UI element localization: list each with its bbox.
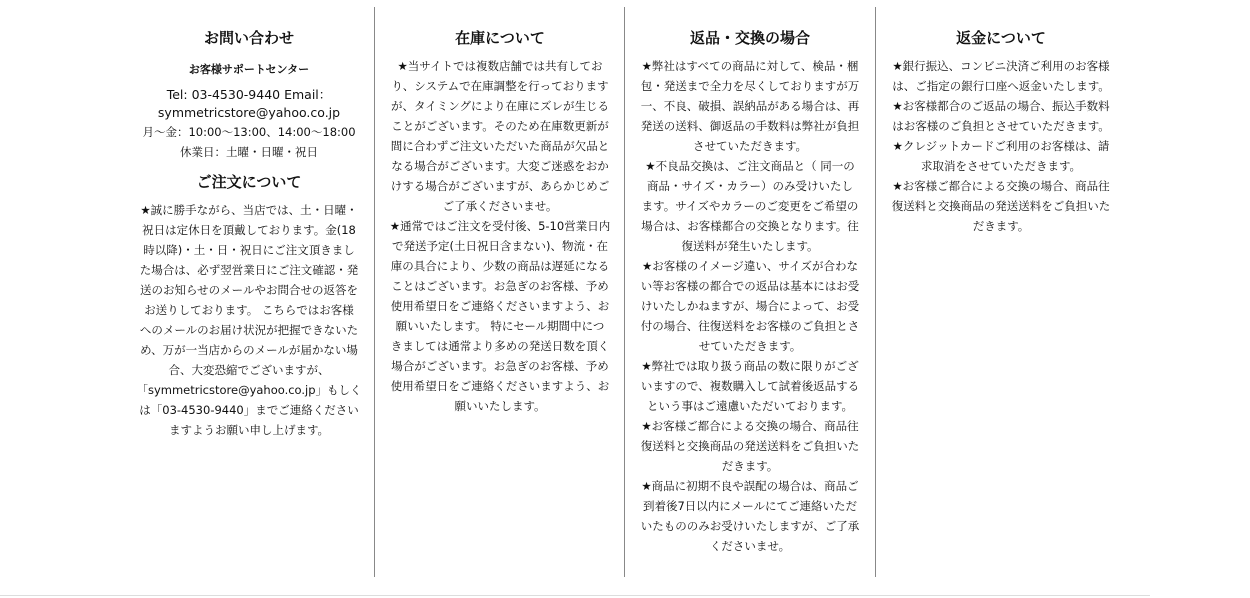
business-hours: 月〜金：10:00〜13:00、14:00〜18:00 休業日：土曜・日曜・祝日 [142,125,356,159]
returns-column [626,0,874,578]
refund-column [877,0,1125,578]
column-divider [624,7,625,577]
refund-title: 返金について [956,29,1046,47]
returns-text: ★弊社はすべての商品に対して、検品・梱 包・発送まで全力を尽くしておりますが万 一、不良、破損、誤納品がある場合は、再 発送の送料、御返品の手数料は弊社が負担 させていただきます。 ★不良品交換は、ご注文商品と（ 同一の 商品・サイズ・カラー）のみ受けいたし ます。サイズやカラーのご変更をご希望の 場合は、お客様都合の交換となります。往 復送料が発生いたします。 ★お客様のイメージ違い、サイズが合わな い等お客様の都合での返品は基本にはお受 けいたしかねますが、場合によって、お受 付の場合、往復送料をお客様のご負担とさ せていただきます。 ★弊社では取り扱う商品の数に限りがござ いますので、複数購入して試着後返品する という事はご遠慮いただいております。 ★お客様ご都合による交換の場合、商品往 復送料と交換商品の発送送料をご負担いた だきます。 ★商品に初期不良や誤配の場合は、商品ご 到着後7日以内にメールにてご連絡いただ いたもののみお受けいたしますが、ご了承 くださいませ。 [640,59,860,553]
contact-column [125,0,373,578]
column-divider [875,7,876,577]
support-center-label: お客様サポートセンター [188,63,310,76]
order-text: ★誠に勝手ながら、当店では、土・日曜・ 祝日は定休日を頂戴しております。金(18 時以降)・土・日・祝日にご注文頂きまし た場合は、必ず翌営業日にご注文確認・発 送のお知らせのメールやお問合せの返答を お送りしております。 こちらではお客様 へのメールのお届け状況が把握できないた め、万が一当店からのメールが届かない場 合、大変恐縮でございますが、 「symmetricstore@yahoo.co.jp」もしく は「03-4530-9440」までご連絡ください ますようお願い申し上げます。 [136,203,362,437]
stock-column [376,0,624,578]
refund-text: ★銀行振込、コンビニ決済ご利用のお客様 は、ご指定の銀行口座へ返金いたします。 ★お客様都合のご返品の場合、振込手数料 はお客様のご負担とさせていただきます。 ★クレジットカードご利用のお客様は、請 求取消をさせていただきます。 ★お客様ご都合による交換の場合、商品往 復送料と交換商品の発送送料をご負担いた だきます。 [891,59,1111,233]
bottom-divider [0,595,1150,596]
order-title: ご注文について [196,173,302,191]
stock-text: ★当サイトでは複数店舗では共有してお り、システムで在庫調整を行っております が、タイミングにより在庫にズレが生じる ことがございます。そのため在庫数更新が 間に合わずご注文いただいた商品が欠品と なる場合がございます。大変ご迷惑をおか けする場合がございますが、あらかじめご ご了承くださいませ。 ★通常ではご注文を受付後、5-10営業日内 で発送予定(土日祝日含まない)、物流・在 庫の具合により、少数の商品は遅延になる ことはございます。お急ぎのお客様、予め 使用希望日をご連絡くださいますよう、お 願いいたします。 特にセール期間中につ きましては通常より多めの発送日数を頂く 場合がございます。お急ぎのお客様、予め 使用希望日をご連絡くださいますよう、お 願いいたします。 [389,59,611,413]
contact-tel-email[interactable]: Tel: 03-4530-9440 Email： symmetricstore@yahoo.co.jp [157,87,341,120]
returns-title: 返品・交換の場合 [689,29,810,47]
contact-title: お問い合わせ [203,29,294,47]
column-divider [374,7,375,577]
stock-title: 在庫について [455,29,545,47]
